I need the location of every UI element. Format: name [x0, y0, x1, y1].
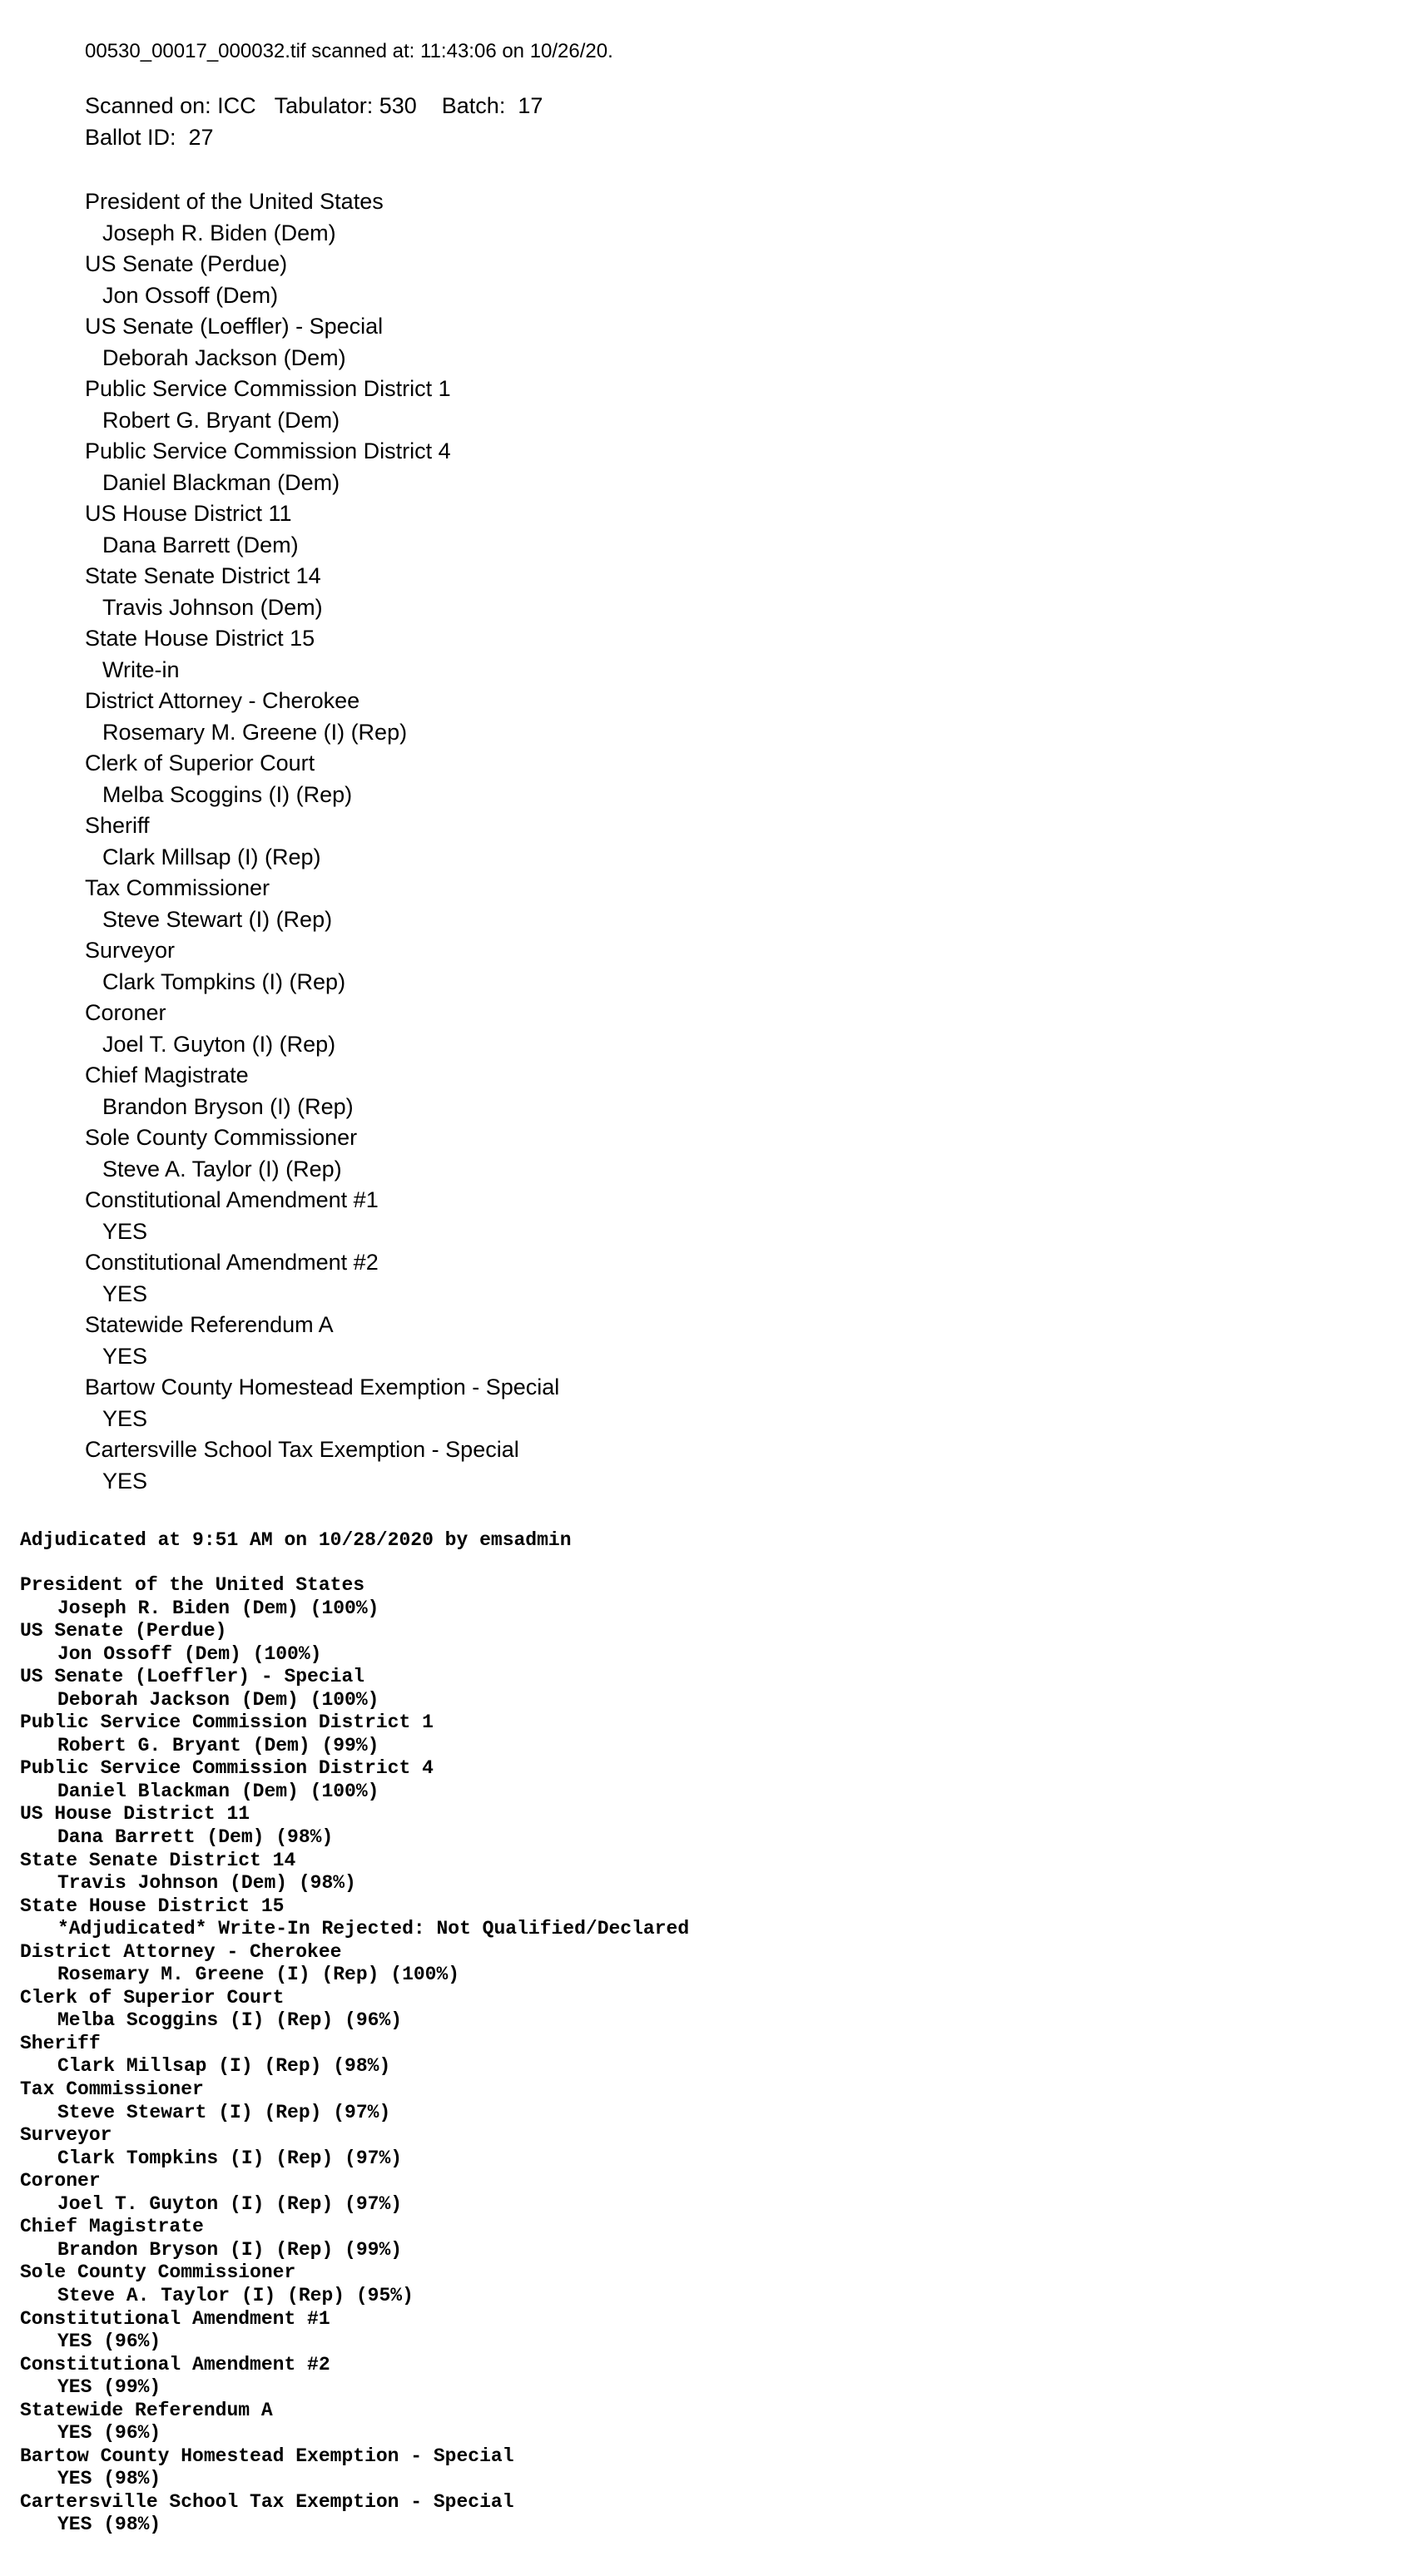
adjudication-choice: Robert G. Bryant (Dem) (99%): [57, 1734, 379, 1756]
adjudication-choice: Steve Stewart (I) (Rep) (97%): [57, 2101, 391, 2123]
ballot-choice: Jon Ossoff (Dem): [102, 282, 279, 308]
adjudication-contest: Public Service Commission District 4: [20, 1757, 434, 1780]
ballot-choice: Robert G. Bryant (Dem): [102, 407, 340, 433]
adjudication-header: Adjudicated at 9:51 AM on 10/28/2020 by emsadmin: [20, 1529, 572, 1551]
adjudication-contest: Chief Magistrate: [20, 2216, 204, 2238]
ballot-contest: Tax Commissioner: [85, 875, 270, 900]
ballot-choice: Rosemary M. Greene (I) (Rep): [102, 719, 408, 745]
adjudication-choice: YES (96%): [57, 2422, 161, 2445]
adjudication-choice: YES (98%): [57, 2468, 161, 2490]
ballot-contest: Public Service Commission District 4: [85, 438, 451, 463]
adjudication-contest: State House District 15: [20, 1895, 285, 1917]
ballot-contest: State Senate District 14: [85, 563, 321, 588]
ballot-choice: Deborah Jackson (Dem): [102, 344, 346, 370]
scan-header: 00530_00017_000032.tif scanned at: 11:43:06 on 10/26/20.: [85, 40, 613, 62]
adjudication-choice: Clark Millsap (I) (Rep) (98%): [57, 2055, 391, 2078]
adjudication-results: [20, 1574, 689, 2537]
adjudication-choice: Daniel Blackman (Dem) (100%): [57, 1780, 379, 1802]
ballot-contest: Coroner: [85, 1000, 166, 1025]
ballot-choice: Write-in: [102, 656, 180, 682]
adjudication-choice: YES (98%): [57, 2514, 161, 2536]
ballot-contest: Clerk of Superior Court: [85, 751, 315, 775]
ballot-contest: US House District 11: [85, 501, 292, 526]
ballot-choice: YES: [102, 1405, 148, 1431]
adjudication-contest: Public Service Commission District 1: [20, 1712, 434, 1734]
adjudication-contest: President of the United States: [20, 1574, 365, 1596]
ballot-choice: Dana Barrett (Dem): [102, 532, 299, 557]
adjudication-choice: Brandon Bryson (I) (Rep) (99%): [57, 2238, 403, 2261]
ballot-choice: Joseph R. Biden (Dem): [102, 220, 336, 245]
ballot-contest: District Attorney - Cherokee: [85, 688, 360, 713]
adjudication-choice: Joel T. Guyton (I) (Rep) (97%): [57, 2192, 403, 2215]
adjudication-contest: Bartow County Homestead Exemption - Special: [20, 2445, 514, 2467]
ballot-selections: [85, 186, 559, 1497]
ballot-choice: Joel T. Guyton (I) (Rep): [102, 1031, 336, 1057]
ballot-id-line: Ballot ID: 27: [85, 125, 214, 150]
ballot-choice: YES: [102, 1281, 148, 1306]
ballot-choice: Travis Johnson (Dem): [102, 594, 323, 620]
ballot-contest: Constitutional Amendment #2: [85, 1250, 379, 1275]
adjudication-contest: Sole County Commissioner: [20, 2261, 296, 2284]
ballot-choice: Steve Stewart (I) (Rep): [102, 906, 333, 932]
adjudication-choice: Rosemary M. Greene (I) (Rep) (100%): [57, 1964, 460, 1986]
ballot-contest: Statewide Referendum A: [85, 1312, 334, 1337]
scan-info-line: Scanned on: ICC Tabulator: 530 Batch: 17: [85, 93, 543, 118]
ballot-contest: US Senate (Perdue): [85, 251, 288, 276]
ballot-contest: State House District 15: [85, 626, 315, 651]
adjudication-contest: US House District 11: [20, 1803, 250, 1825]
adjudication-contest: Cartersville School Tax Exemption - Special: [20, 2490, 514, 2513]
ballot-contest: Public Service Commission District 1: [85, 376, 451, 401]
ballot-choice: Steve A. Taylor (I) (Rep): [102, 1156, 342, 1181]
ballot-choice: YES: [102, 1218, 148, 1244]
adjudication-contest: Constitutional Amendment #1: [20, 2307, 330, 2330]
adjudication-contest: Tax Commissioner: [20, 2078, 204, 2101]
ballot-contest: Chief Magistrate: [85, 1063, 249, 1087]
ballot-contest: Cartersville School Tax Exemption - Special: [85, 1437, 519, 1462]
adjudication-choice: *Adjudicated* Write-In Rejected: Not Qualified/Declared: [57, 1918, 690, 1940]
adjudication-contest: District Attorney - Cherokee: [20, 1940, 342, 1963]
ballot-choice: Clark Millsap (I) (Rep): [102, 844, 321, 869]
adjudication-contest: Coroner: [20, 2170, 101, 2192]
adjudication-choice: Travis Johnson (Dem) (98%): [57, 1872, 356, 1895]
adjudication-choice: Dana Barrett (Dem) (98%): [57, 1826, 334, 1849]
adjudication-contest: Statewide Referendum A: [20, 2399, 273, 2421]
ballot-choice: Melba Scoggins (I) (Rep): [102, 781, 353, 807]
adjudication-contest: US Senate (Loeffler) - Special: [20, 1666, 365, 1688]
adjudication-choice: Clark Tompkins (I) (Rep) (97%): [57, 2147, 403, 2169]
ballot-contest: Sheriff: [85, 813, 150, 838]
ballot-choice: Daniel Blackman (Dem): [102, 469, 340, 495]
adjudication-choice: Joseph R. Biden (Dem) (100%): [57, 1597, 379, 1619]
adjudication-choice: Deborah Jackson (Dem) (100%): [57, 1688, 379, 1711]
ballot-contest: President of the United States: [85, 189, 384, 214]
adjudication-choice: Steve A. Taylor (I) (Rep) (95%): [57, 2284, 414, 2306]
adjudication-choice: Melba Scoggins (I) (Rep) (96%): [57, 2009, 403, 2032]
ballot-choice: YES: [102, 1468, 148, 1494]
adjudication-contest: Surveyor: [20, 2124, 112, 2147]
ballot-contest: US Senate (Loeffler) - Special: [85, 314, 384, 339]
ballot-contest: Surveyor: [85, 938, 176, 963]
adjudication-contest: Sheriff: [20, 2032, 101, 2054]
adjudication-contest: Constitutional Amendment #2: [20, 2353, 330, 2375]
ballot-contest: Bartow County Homestead Exemption - Special: [85, 1375, 560, 1399]
adjudication-choice: YES (99%): [57, 2376, 161, 2399]
adjudication-contest: US Senate (Perdue): [20, 1620, 227, 1642]
adjudication-choice: Jon Ossoff (Dem) (100%): [57, 1642, 322, 1665]
adjudication-contest: State Senate District 14: [20, 1849, 296, 1871]
ballot-contest: Sole County Commissioner: [85, 1125, 358, 1150]
ballot-choice: Brandon Bryson (I) (Rep): [102, 1093, 354, 1119]
ballot-choice: YES: [102, 1343, 148, 1369]
ballot-choice: Clark Tompkins (I) (Rep): [102, 968, 346, 994]
adjudication-contest: Clerk of Superior Court: [20, 1986, 285, 2009]
adjudication-choice: YES (96%): [57, 2331, 161, 2353]
ballot-contest: Constitutional Amendment #1: [85, 1187, 379, 1212]
